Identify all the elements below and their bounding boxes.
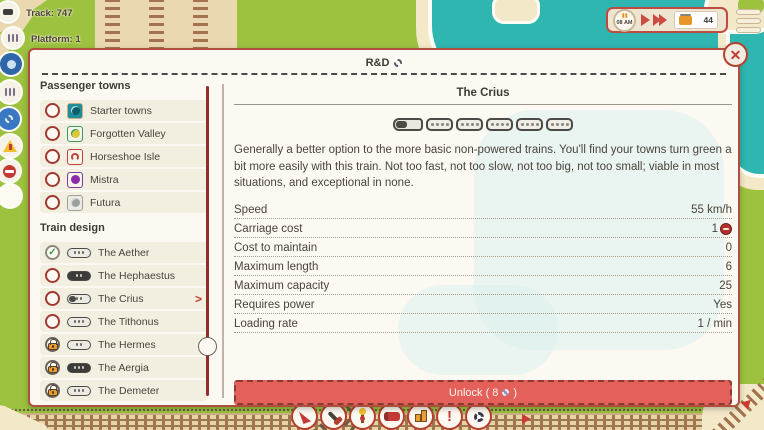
train-tool-button[interactable] xyxy=(378,403,405,430)
time-label: 08 AM xyxy=(616,19,633,26)
town-label: Forgotten Valley xyxy=(90,127,166,140)
town-item-forgotten-valley[interactable] xyxy=(40,123,208,144)
carriage-icon xyxy=(546,118,573,131)
radio-icon[interactable] xyxy=(45,314,60,329)
stat-value: Yes xyxy=(713,299,732,312)
train-item-demeter[interactable] xyxy=(40,380,208,401)
stat-row-maximum-length xyxy=(234,257,732,276)
stat-label: Cost to maintain xyxy=(234,242,318,255)
unlock-label-suffix: ) xyxy=(513,386,518,399)
town-item-starter-towns[interactable] xyxy=(40,100,208,121)
rnd-dialog xyxy=(28,48,740,407)
train-label: The Aergia xyxy=(98,361,149,374)
platform-counter-label: Platform: 1 xyxy=(31,34,81,45)
horseshoe-isle-icon xyxy=(67,149,83,165)
train-icon xyxy=(384,412,400,421)
train-thumb-icon xyxy=(67,317,91,327)
gear-icon xyxy=(502,389,509,396)
stat-label: Carriage cost xyxy=(234,223,303,236)
close-button[interactable]: ✕ xyxy=(723,42,748,67)
stat-value: 0 xyxy=(725,242,732,255)
gear-icon xyxy=(394,59,402,67)
rail-yard xyxy=(95,0,237,50)
stat-label: Loading rate xyxy=(234,318,298,331)
radio-icon[interactable] xyxy=(45,195,60,210)
train-description: Generally a better option to the more basic non-powered trains. You'll find your towns turn green a bit more easily with this train. Not too fast, not too slow, not too big, not too small; viable in most situations, and exceptional in none. xyxy=(234,144,732,190)
train-label: The Hephaestus xyxy=(98,269,176,282)
empty-pin-icon[interactable] xyxy=(0,185,21,207)
stat-row-cost-to-maintain xyxy=(234,238,732,257)
train-count-value: 44 xyxy=(703,15,713,25)
stat-label: Requires power xyxy=(234,299,315,312)
select-cursor-icon xyxy=(299,409,311,424)
research-sidebar xyxy=(40,80,208,403)
train-thumb-icon xyxy=(67,363,91,373)
train-preview-image xyxy=(234,117,732,131)
train-thumb-icon xyxy=(67,386,91,396)
sand-islet xyxy=(492,0,540,24)
stat-value: 6 xyxy=(725,261,732,274)
no-entry-pin-icon[interactable] xyxy=(0,160,20,182)
select-tool-button[interactable] xyxy=(291,403,318,430)
lock-icon xyxy=(45,337,60,352)
monument-pin-icon[interactable] xyxy=(0,81,21,103)
dialog-header xyxy=(42,52,726,75)
direction-arrow-icon xyxy=(522,414,531,424)
mistra-icon xyxy=(67,172,83,188)
stat-value: 25 xyxy=(719,280,732,293)
radio-icon[interactable] xyxy=(45,126,60,141)
pause-indicator-icon xyxy=(622,13,628,18)
train-item-aether[interactable] xyxy=(40,242,208,263)
town-label: Horseshoe Isle xyxy=(90,150,161,163)
bottom-toolbar xyxy=(291,403,492,430)
train-label: The Crius xyxy=(98,292,144,305)
build-tool-button[interactable] xyxy=(320,403,347,430)
selected-chevron-icon: > xyxy=(194,291,202,306)
settings-button[interactable] xyxy=(465,403,492,430)
train-item-tithonus[interactable] xyxy=(40,311,208,332)
futura-icon xyxy=(67,195,83,211)
station-pin-icon[interactable] xyxy=(0,53,22,75)
stat-label: Speed xyxy=(234,204,268,217)
detail-title: The Crius xyxy=(456,87,510,99)
fast-forward-button[interactable] xyxy=(655,14,667,26)
platform-counter-icon xyxy=(3,28,23,48)
train-thumb-icon xyxy=(67,248,91,258)
train-thumb-icon xyxy=(67,271,91,281)
train-label: The Hermes xyxy=(98,338,156,351)
train-item-hermes[interactable] xyxy=(40,334,208,355)
sidebar-scrollbar-thumb[interactable] xyxy=(198,337,217,356)
train-card-icon xyxy=(679,16,692,25)
train-item-crius[interactable] xyxy=(40,288,208,309)
alert-icon: ! xyxy=(447,408,452,425)
town-label: Starter towns xyxy=(90,104,152,117)
train-count-box[interactable] xyxy=(674,11,718,29)
town-item-horseshoe-isle[interactable] xyxy=(40,146,208,167)
carriage-icon xyxy=(426,118,453,131)
train-thumb-icon xyxy=(67,340,91,350)
train-item-aergia[interactable] xyxy=(40,357,208,378)
track-counter-label: Track: 747 xyxy=(26,8,73,19)
alerts-button[interactable] xyxy=(436,403,463,430)
train-detail-panel xyxy=(234,80,732,333)
radio-icon[interactable] xyxy=(45,103,60,118)
radio-icon[interactable] xyxy=(45,268,60,283)
carriage-coin-icon xyxy=(720,223,732,235)
stats-chart-icon xyxy=(414,411,428,423)
locomotive-icon xyxy=(393,118,423,131)
stat-value: 1 xyxy=(712,223,732,235)
stats-button[interactable] xyxy=(407,403,434,430)
carriage-icon xyxy=(486,118,513,131)
section-heading-passenger-towns: Passenger towns xyxy=(40,80,131,92)
train-label: The Demeter xyxy=(98,384,160,397)
clock-display[interactable] xyxy=(613,9,636,32)
dialog-title: R&D xyxy=(365,56,390,69)
carriage-icon xyxy=(516,118,543,131)
radio-icon[interactable] xyxy=(45,149,60,164)
starter-towns-icon xyxy=(67,103,83,119)
forgotten-valley-icon xyxy=(67,126,83,142)
stat-row-maximum-capacity xyxy=(234,276,732,295)
stat-value: 1 / min xyxy=(697,318,732,331)
unlock-button[interactable] xyxy=(234,380,732,405)
town-label: Mistra xyxy=(90,173,119,186)
stat-value: 55 km/h xyxy=(691,204,732,217)
time-controls-hud xyxy=(606,7,728,33)
build-hammer-icon xyxy=(327,410,339,422)
stat-row-carriage-cost xyxy=(234,219,732,238)
stat-row-loading-rate xyxy=(234,314,732,333)
train-label: The Tithonus xyxy=(98,315,159,328)
section-heading-train-design: Train design xyxy=(40,222,105,234)
town-item-futura[interactable] xyxy=(40,192,208,213)
signal-icon xyxy=(361,411,364,423)
town-label: Futura xyxy=(90,196,121,209)
unlocked-check-icon: ✓ xyxy=(45,245,60,260)
signal-tool-button[interactable] xyxy=(349,403,376,430)
warning-pin-icon[interactable] xyxy=(0,135,21,157)
settings-gear-icon xyxy=(474,412,484,422)
menu-button[interactable] xyxy=(736,9,761,36)
train-label: The Aether xyxy=(98,246,150,259)
stat-row-speed xyxy=(234,200,732,219)
train-item-hephaestus[interactable] xyxy=(40,265,208,286)
stat-row-requires-power xyxy=(234,295,732,314)
radio-icon[interactable] xyxy=(45,291,60,306)
play-button[interactable] xyxy=(641,14,650,26)
train-thumb-icon xyxy=(67,294,91,304)
lock-icon xyxy=(45,360,60,375)
town-item-mistra[interactable] xyxy=(40,169,208,190)
lock-icon xyxy=(45,383,60,398)
unlock-label: Unlock ( 8 xyxy=(448,386,499,399)
stat-label: Maximum length xyxy=(234,261,319,274)
stat-label: Maximum capacity xyxy=(234,280,330,293)
radio-icon[interactable] xyxy=(45,172,60,187)
panel-divider xyxy=(222,84,224,398)
gear-pin-icon[interactable] xyxy=(0,108,20,130)
stats-table xyxy=(234,200,732,333)
carriage-icon xyxy=(456,118,483,131)
title-divider xyxy=(234,104,732,105)
